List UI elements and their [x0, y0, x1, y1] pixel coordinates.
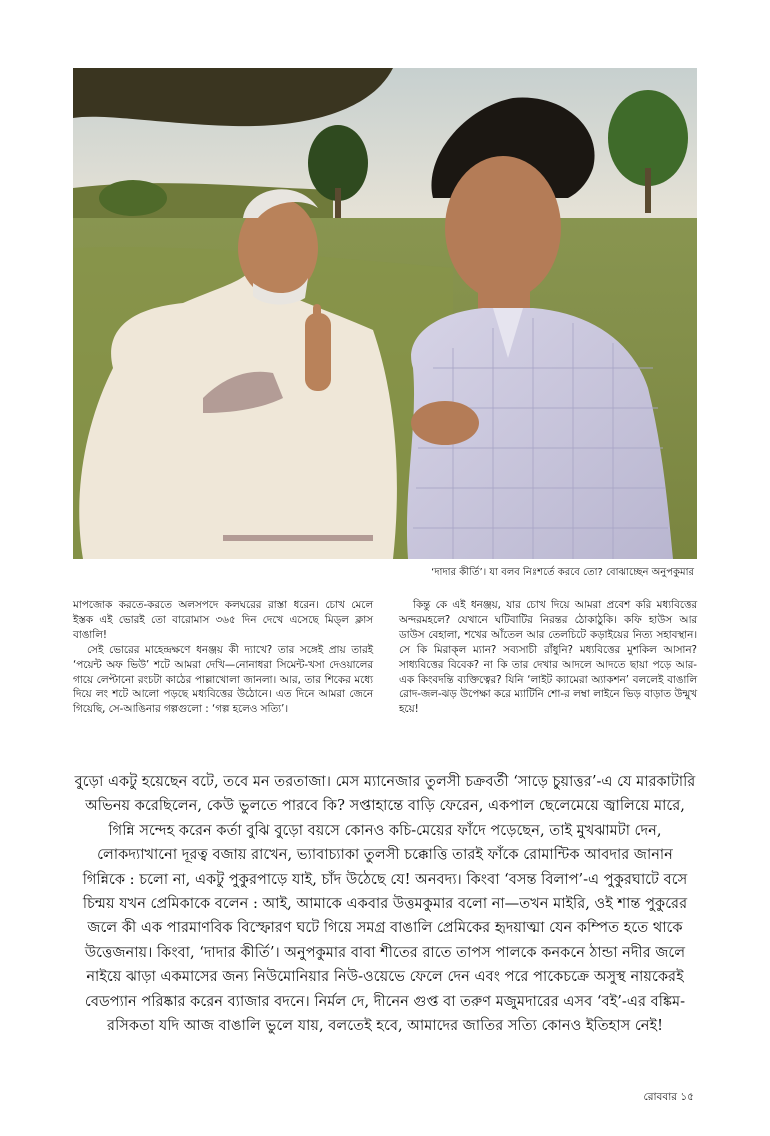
- body-paragraph: কিন্তু কে এই ধনঞ্জয়, যার চোখ দিয়ে আমরা প্রবেশ করি মধ্যবিত্তের অন্দরমহলে? যেখানে ঘটিবাটির নিরন্তর ঠোকাঠুকি। কফি হাউস আর ডাউস বেহালা, শখের আঁতেল আর তেলচিটে কড়াইয়ের নিত্য সহাবস্থান। সে কি মিরাক্‌ল ম্যান? সব্যসাচী রাঁধুনি? মধ্যবিত্তের মুশকিল আসান? সাধ্যবিত্তের বিবেক? না কি তার দেখার আদলে আদতে ছায়া পড়ে আর-এক কিংবদন্তি ব্যক্তিত্বের? যিনি ‘লাইট ক্যামেরা অ্যাকশন’ বললেই বাঙালি রোদ-জল-ঝড় উপেক্ষা করে ম্যাটিনি শো-র লম্বা লাইনে ভিড় বাড়াত উন্মুখ হয়ে!: [399, 599, 697, 716]
- body-paragraph: সেই ভোরের মাহেন্দ্রক্ষণে ধনঞ্জয় কী দ্যাখে? তার সঙ্গেই প্রায় তারই ‘পয়েন্ট অফ ভিউ’ শটে আমরা দেখি—নোনাধরা সিমেন্ট-খসা দেওয়ালের গায়ে লেপ্টানো রংচটা কাঠের পাল্লাখোলা জানলা। আর, তার শিকের মধ্যে দিয়ে লং শটে আলো পড়ছে মধ্যবিত্তের উঠোনে। এত দিনে আমরা জেনে গিয়েছি, সে-আঙিনার গল্পগুলো : ‘গল্প হলেও সত্যি’।: [73, 643, 373, 716]
- body-column-right: [399, 598, 697, 717]
- photo-caption: ‘দাদার কীর্তি’। যা বলব নিঃশর্তে করবে তো? বোঝাচ্ছেন অনুপকুমার: [431, 567, 694, 578]
- film-still-illustration: [73, 68, 697, 559]
- pull-quote-text: বুড়ো একটু হয়েছেন বটে, তবে মন তরতাজা। মেস ম্যানেজার তুলসী চক্রবর্তী ‘সাড়ে চুয়াত্তর’-এ যে মারকাটারি অভিনয় করেছিলেন, কেউ ভুলতে পারবে কি? সপ্তাহান্তে বাড়ি ফেরেন, একপাল ছেলেমেয়ে জ্বালিয়ে মারে, গিন্নি সন্দেহ করেন কর্তা বুঝি বুড়ো বয়সে কোনও কচি-মেয়ের ফাঁদে পড়েছেন, তাই মুখঝামটা দেন, লোকদ্যাখানো দূরত্ব বজায় রাখেন, ভ্যাবাচ্যাকা তুলসী চক্কোত্তি তারই ফাঁকে রোমান্টিক আবদার জানান গিন্নিকে : চলো না, একটু পুকুরপাড়ে যাই, চাঁদ উঠেছে যে! অনবদ্য। কিংবা ‘বসন্ত বিলাপ’-এ পুকুরঘাটে বসে চিন্ময় যখন প্রেমিকাকে বলেন : আই, আমাকে একবার উত্তমকুমার বলো না—তখন মাইরি, ওই শান্ত পুকুরের জলে কী এক পারমাণবিক বিস্ফোরণ ঘটে গিয়ে সমগ্র বাঙালি প্রেমিকের হৃদয়াত্মা যেন কম্পিত হতে থাকে উত্তেজনায়। কিংবা, ‘দাদার কীর্তি’। অনুপকুমার বাবা শীতের রাতে তাপস পালকে কনকনে ঠান্ডা নদীর জলে নাইয়ে ঝাড়া একমাসের জন্য নিউমোনিয়ার নিউ-ওয়েভে ফেলে দেন এবং পরে পাকেচক্রে অসুস্থ নায়কেরই বেডপ্যান পরিষ্কার করেন ব্যাজার বদনে। নির্মল দে, দীনেন গুপ্ত বা তরুণ মজুমদারের এসব ‘বই’-এর বঙ্কিম-রসিকতা যদি আজ বাঙালি ভুলে যায়, বলতেই হবে, আমাদের জাতির সত্যি কোনও ইতিহাস নেই!: [74, 773, 696, 1035]
- body-column-left: [73, 598, 373, 717]
- film-still-photo: [73, 68, 697, 559]
- body-paragraph: মাপজোক করতে-করতে অলসপদে কলঘরের রাস্তা ধরেন। চোখ মেলে ইস্তক এই ভোরই তো বারোমাস ৩৬৫ দিন দেখে এসেছে মিড্‌ল ক্লাস বাঙালি!: [73, 599, 373, 641]
- page-folio: রোববার ১৫: [643, 1091, 694, 1103]
- pull-quote: [74, 770, 696, 1038]
